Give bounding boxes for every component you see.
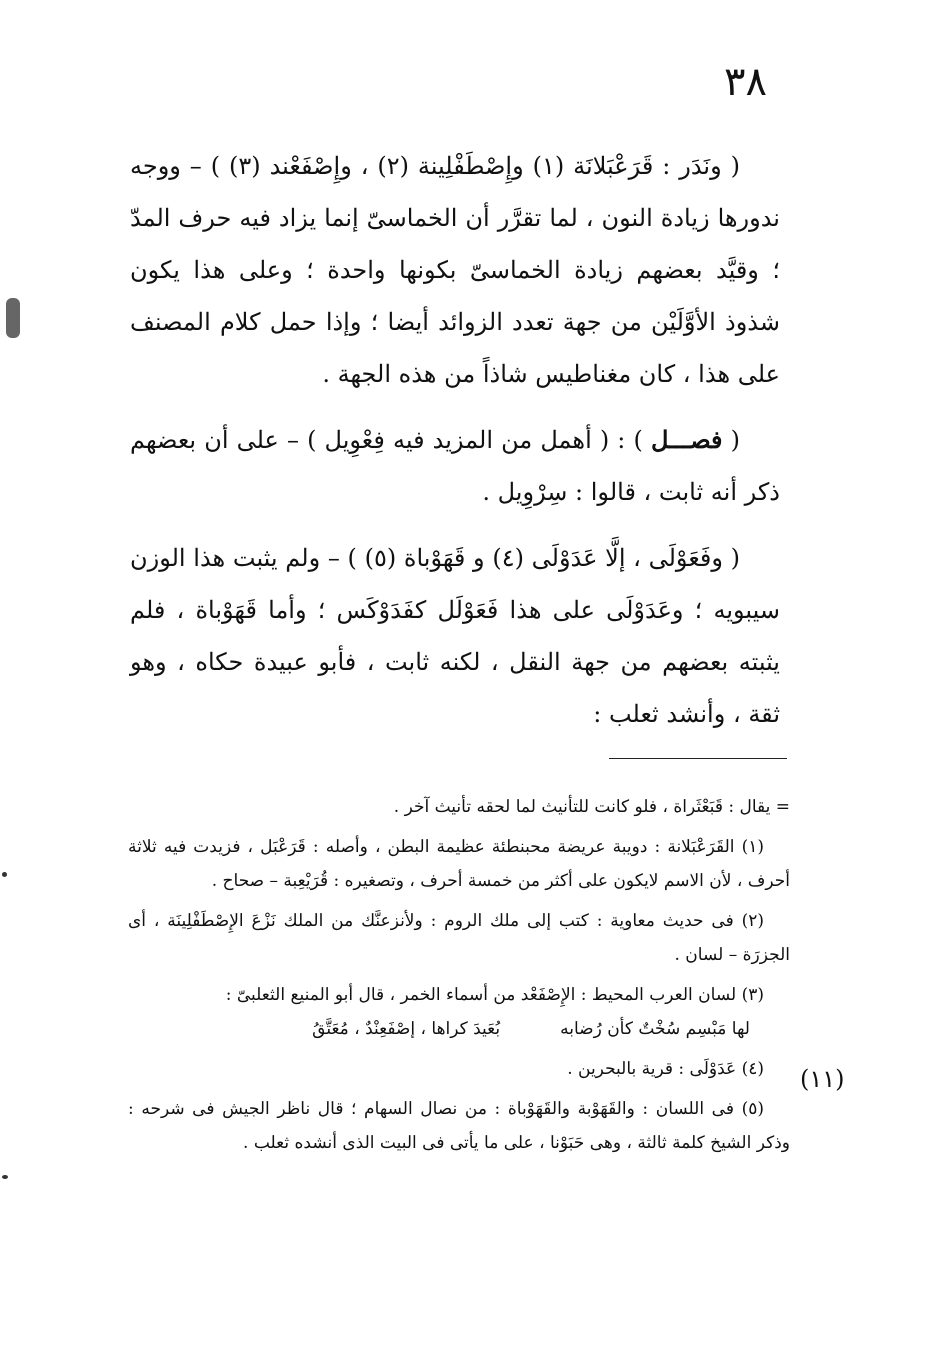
footnote-5	[128, 1092, 790, 1160]
footnotes	[128, 790, 790, 1166]
paragraph-3	[130, 532, 780, 740]
main-text	[130, 140, 780, 754]
footnote-1	[128, 830, 790, 898]
page-number: ٣٨	[724, 59, 767, 105]
verse-first-hemistich: لها مَبْسِم سُخْتٌ كأن رُضابه	[560, 1019, 750, 1039]
footnote-continuation: = يقال : قَبَعْثَراة ، فلو كانت للتأنيث لما لحقه تأنيث آخر .	[393, 797, 790, 817]
paragraph-2-text: ) : ( أهمل من المزيد فيه فِعْوِيل ) – على أن بعضهم ذكر أنه ثابت ، قالوا : سِرْوِيل .	[130, 426, 780, 506]
paragraph-1-text: ( ونَدَر : قَرَعْبَلانَة (١) وإِصْطَفْلِينة (٢) ، وإِصْفَعْند (٣) ) – ووجه ندورها زيادة النون ، لما تقرَّر أن الخماسىّ إنما يزاد فيه حرف المدّ ؛ وقيَّد بعضهم زيادة الخماسىّ بكونها واحدة ؛ وعلى هذا يكون شذوذ الأوَّلَيْن من جهة تعدد الزوائد أيضا ؛ وإذا حمل كلام المصنف على هذا ، كان مغناطيس شاذاً من هذه الجهة .	[130, 152, 780, 388]
section-heading-fasl: فصـــل	[650, 425, 723, 454]
margin-signature-mark: (١١)	[800, 1065, 845, 1093]
footnote-2-text: (٢) فى حديث معاوية : كتب إلى ملك الروم : ولأنزعنَّك من الملك نَزْعَ الإِصْطَفْلِينَة ، أى الجزرَة – لسان .	[128, 911, 790, 965]
scan-speck-left-lower	[2, 1175, 8, 1179]
scan-speck-left-top	[6, 298, 20, 338]
poem-verse	[128, 1012, 790, 1046]
paragraph-3-text: ( وفَعَوْلَى ، إلَّا عَدَوْلَى (٤) و قَهَوْباة (٥) ) – ولم يثبت هذا الوزن سيبويه ؛ وعَدَوْلَى على هذا فَعَوْلَل كفَدَوْكَس ؛ وأما قَهَوْباة ، فلم يثبته بعضهم من جهة النقل ، لكنه ثابت ، فأبو عبيدة حكاه ، وهو ثقة ، وأنشد ثعلب :	[130, 544, 780, 728]
footnote-4	[128, 1052, 790, 1086]
footnote-1-text: (١) القَرَعْبَلانة : دويبة عريضة محبنطئة عظيمة البطن ، وأصله : قَرَعْبَل ، فزيدت فيه ثلاثة أحرف ، لأن الاسم لايكون على أكثر من خمسة أحرف ، وتصغيره : قُرَيْعِبة – صحاح .	[128, 837, 790, 891]
paragraph-2-open: (	[722, 426, 740, 454]
scan-speck-left-mid	[2, 872, 7, 877]
footnote-divider	[609, 758, 787, 759]
footnote-5-text: (٥) فى اللسان : والقَهَوْبة والقَهَوْباة : من نصال السهام ؛ قال ناظر الجيش فى شرحه : وذكر الشيخ كلمة ثالثة ، وهى حَبَوْنا ، على ما يأتى فى البيت الذى أنشده ثعلب .	[128, 1099, 790, 1153]
footnote-2	[128, 904, 790, 972]
paragraph-2	[130, 414, 780, 518]
verse-second-hemistich: بُعَيدَ كراها ، إصْفَعِنْدٌ ، مُعَتَّقُ	[312, 1019, 501, 1039]
footnote-3	[128, 978, 790, 1012]
footnote-3-text: (٣) لسان العرب المحيط : الإِصْفَعْد من أسماء الخمر ، قال أبو المنيع الثعلبىّ :	[225, 985, 764, 1005]
paragraph-1	[130, 140, 780, 400]
footnote-4-text: (٤) عَدَوْلَى : قرية بالبحرين .	[567, 1059, 764, 1079]
